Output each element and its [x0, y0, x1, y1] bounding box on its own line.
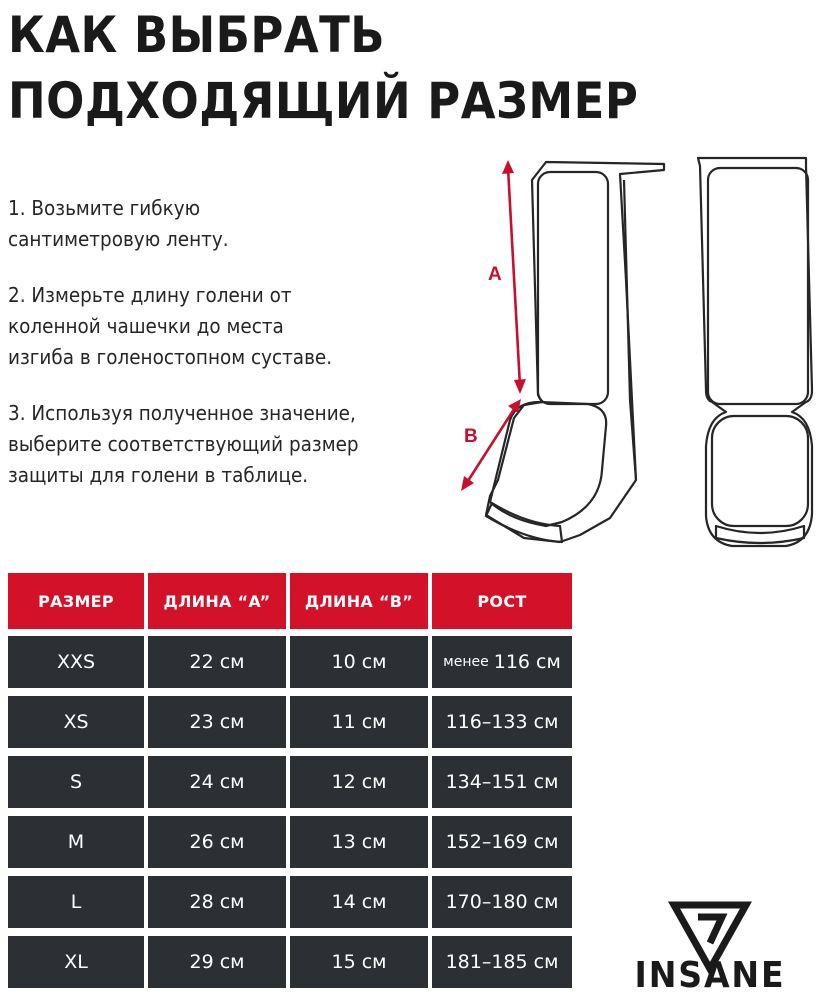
height-value: 134–151 см: [445, 771, 559, 793]
size-cell: S: [8, 756, 144, 808]
length-a-cell: 26 см: [148, 816, 286, 868]
dimension-a-line: [508, 168, 520, 386]
step-3: 3. Используя полученное значение, выберите соответствующий размер защиты для голени в таблице.: [8, 401, 359, 487]
table-row: [8, 696, 572, 748]
size-cell: XL: [8, 936, 144, 988]
shin-guard-side-view: [486, 162, 664, 542]
length-b-cell: 14 см: [290, 876, 428, 928]
length-b-cell: 12 см: [290, 756, 428, 808]
height-cell: [432, 696, 572, 748]
table-header-row: [8, 573, 572, 629]
size-cell: M: [8, 816, 144, 868]
height-value: 152–169 см: [445, 831, 559, 853]
height-value: 116–133 см: [445, 711, 559, 733]
length-b-cell: 10 см: [290, 636, 428, 688]
arrow-a-bottom-icon: [514, 379, 526, 394]
page-title: [8, 2, 638, 134]
length-a-cell: 22 см: [148, 636, 286, 688]
table-row: [8, 816, 572, 868]
step-1: 1. Возьмите гибкую сантиметровую ленту.: [8, 196, 229, 251]
shin-guard-illustration: [450, 150, 827, 550]
dimension-b-label: B: [464, 426, 478, 447]
shin-guard-front-view: [698, 158, 812, 546]
instruction-steps: [8, 193, 438, 516]
height-cell: [432, 936, 572, 988]
height-cell: [432, 816, 572, 868]
height-cell: [432, 876, 572, 928]
length-b-cell: 15 см: [290, 936, 428, 988]
height-cell: [432, 756, 572, 808]
title-line-2: ПОДХОДЯЩИЙ РАЗМЕР: [8, 72, 639, 130]
size-cell: XS: [8, 696, 144, 748]
height-value: 116 см: [493, 651, 561, 673]
height-prefix: менее: [443, 654, 489, 670]
length-a-cell: 28 см: [148, 876, 286, 928]
length-a-cell: 29 см: [148, 936, 286, 988]
length-b-cell: 13 см: [290, 816, 428, 868]
brand-name: INSANE: [634, 955, 786, 996]
title-line-1: КАК ВЫБРАТЬ: [8, 6, 386, 64]
length-a-cell: 23 см: [148, 696, 286, 748]
table-row: [8, 636, 572, 688]
arrow-b-bottom-icon: [461, 476, 474, 491]
arrow-a-top-icon: [502, 160, 514, 174]
dimension-a-label: A: [488, 264, 502, 285]
table-row: [8, 936, 572, 988]
height-value: 181–185 см: [445, 951, 559, 973]
length-b-cell: 11 см: [290, 696, 428, 748]
table-row: [8, 756, 572, 808]
table-body: [8, 636, 572, 988]
height-cell: [432, 636, 572, 688]
header-length-a: ДЛИНА “A”: [148, 573, 286, 629]
size-cell: L: [8, 876, 144, 928]
table-row: [8, 876, 572, 928]
step-2: 2. Измерьте длину голени от коленной чашечки до места изгиба в голеностопном суставе.: [8, 283, 333, 369]
header-length-b: ДЛИНА “B”: [290, 573, 428, 629]
header-size: РАЗМЕР: [8, 573, 144, 629]
height-value: 170–180 см: [445, 891, 559, 913]
length-a-cell: 24 см: [148, 756, 286, 808]
size-table: [8, 573, 572, 996]
header-height: РОСТ: [432, 573, 572, 629]
size-cell: XXS: [8, 636, 144, 688]
